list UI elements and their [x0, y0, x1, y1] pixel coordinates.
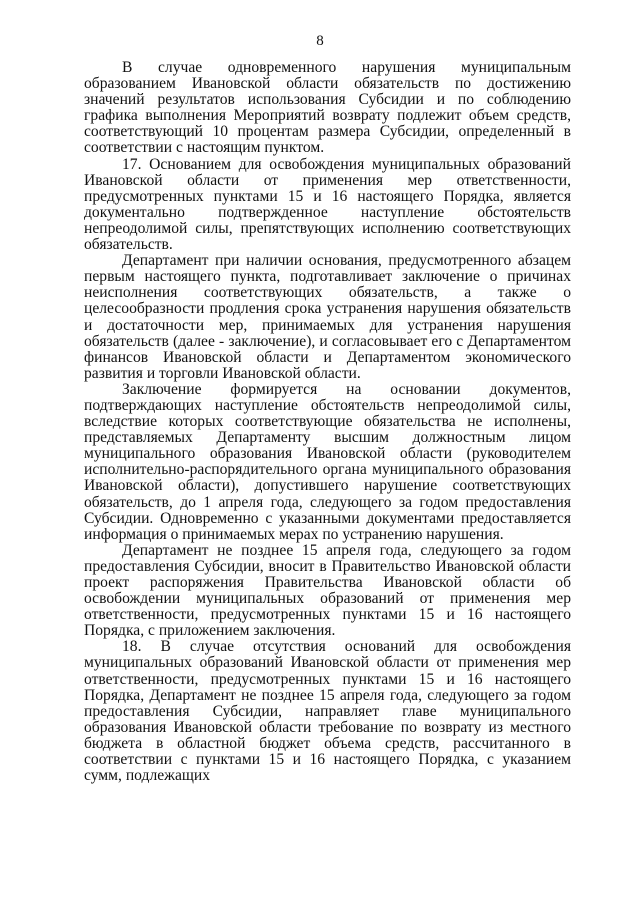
paragraph-18-return-demand: 18. В случае отсутствия оснований для освобождения муниципальных образований Ивановской области от применения мер ответственности, предусмотренных пунктами 15 и 16 настоящего Порядка, Департамент не позднее 15 апреля года, следующего за годом предоставления Субсидии, направляет главе муниципального образования Ивановской области требование по возврату из местного бюджета в областной бюджет объема средств, рассчитанного в соответствии с пунктами 15 и 16 настоящего Порядка, с указанием сумм, подлежащих [84, 638, 571, 785]
paragraph-draft-order: Департамент не позднее 15 апреля года, следующего за годом предоставления Субсидии, вносит в Правительство Ивановской области проект распоряжения Правительства Ивановской области об освобождении муниципальных образований от применения мер ответственности, предусмотренных пунктами 15 и 16 настоящего Порядка, с приложением заключения. [84, 541, 571, 640]
page-number: 8 [316, 33, 324, 49]
paragraph-department-conclusion: Департамент при наличии основания, предусмотренного абзацем первым настоящего пункта, подготавливает заключение о причинах неисполнения соответствующих обязательств, а также о целесообразности продления срока устранения нарушения обязательств и достаточности мер, принимаемых для устранения нарушения обязательств (далее - заключение), и согласовывает его с Департаментом финансов Ивановской области и Департаментом экономического развития и торговли Ивановской области. [84, 252, 571, 382]
paragraph-conclusion-formation: Заключение формируется на основании документов, подтверждающих наступление обстоятельств непреодолимой силы, вследствие которых соответствующие обязательства не исполнены, представляемых Департаменту высшим должностным лицом муниципального образования Ивановской области (руководителем исполнительно-распорядительного органа муниципального образования Ивановской области), допустившего нарушение соответствующих обязательств, до 1 апреля года, следующего за годом предоставления Субсидии. Одновременно с указанными документами предоставляется информация о принимаемых мерах по устранению нарушения. [84, 380, 571, 543]
document-body [84, 60, 571, 784]
paragraph-17-grounds: 17. Основанием для освобождения муниципальных образований Ивановской области от применения мер ответственности, предусмотренных пунктами 15 и 16 настоящего Порядка, является документально подтвержденное наступление обстоятельств непреодолимой силы, препятствующих исполнению соответствующих обязательств. [84, 155, 571, 254]
paragraph-simultaneous-violation: В случае одновременного нарушения муниципальным образованием Ивановской области обязательств по достижению значений результатов использования Субсидии и по соблюдению графика выполнения Мероприятий возврату подлежит объем средств, соответствующий 10 процентам размера Субсидии, определенный в соответствии с настоящим пунктом. [84, 59, 571, 157]
